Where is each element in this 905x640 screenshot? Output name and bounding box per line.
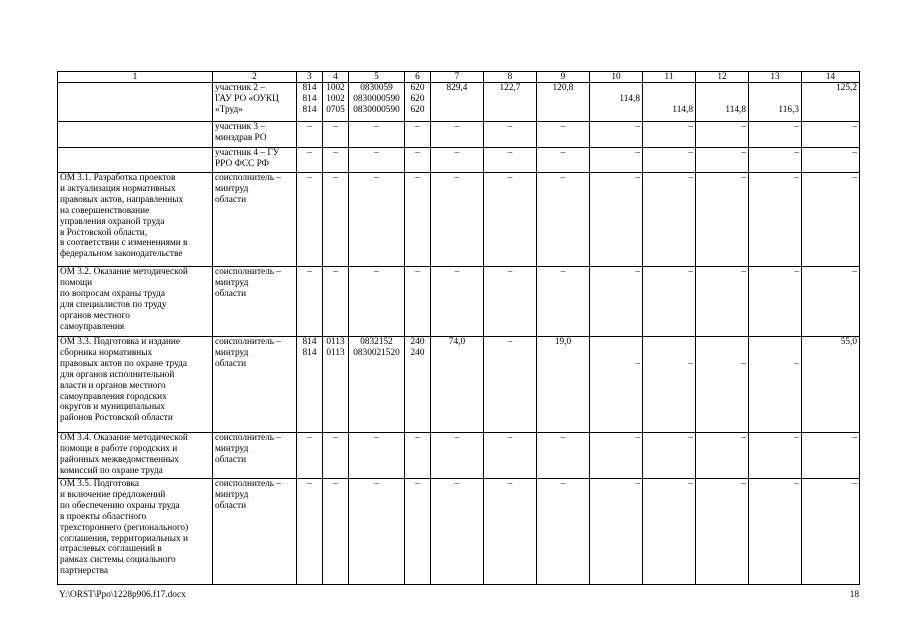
table-cell-col-14: – (802, 433, 860, 479)
table-cell-col-12: 114,8 (696, 83, 749, 122)
table-cell-col-11: – (643, 479, 696, 585)
table-cell-col-5: – (349, 173, 405, 267)
table-cell-col-13: – (749, 337, 802, 433)
table-cell-col-12: – (696, 433, 749, 479)
table-cell-col-14: – (802, 122, 860, 148)
table-cell-col-9: 120,8 (537, 83, 590, 122)
table-cell-col-14: – (802, 173, 860, 267)
header-cell-13: 13 (749, 72, 802, 83)
table-cell-col-8: – (484, 267, 537, 337)
table-cell-col-8: 122,7 (484, 83, 537, 122)
table-row (58, 479, 860, 585)
table-cell-col-8: – (484, 148, 537, 173)
table-cell-col-2: соисполнитель – минтруд области (213, 337, 297, 433)
page-number: 18 (849, 590, 859, 600)
table-cell-col-1: ОМ 3.2. Оказание методической помощи по вопросам охраны труда для специалистов по труду органов местного самоуправления (58, 267, 213, 337)
table-cell-col-2: участник 2 – ГАУ РО «ОУКЦ «Труд» (213, 83, 297, 122)
table-cell-col-13: – (749, 433, 802, 479)
header-row (58, 72, 860, 83)
table-cell-col-13: – (749, 122, 802, 148)
table-cell-col-10: – (590, 337, 643, 433)
table-cell-col-1 (58, 148, 213, 173)
table-cell-col-1: ОМ 3.4. Оказание методической помощи в работе городских и районных межведомственных комиссий по охране труда (58, 433, 213, 479)
table-cell-col-6: 620 620 620 (405, 83, 431, 122)
table-cell-col-5: – (349, 122, 405, 148)
table-cell-col-8: – (484, 173, 537, 267)
table-cell-col-7: 829,4 (431, 83, 484, 122)
table-cell-col-7: – (431, 433, 484, 479)
header-cell-2: 2 (213, 72, 297, 83)
file-path: Y:\ORST\Ppo\1228p906.f17.docx (59, 590, 186, 600)
table-cell-col-6: – (405, 479, 431, 585)
budget-table (57, 71, 860, 585)
table-cell-col-3: – (297, 267, 323, 337)
header-cell-11: 11 (643, 72, 696, 83)
table-cell-col-2: соисполнитель – минтруд области (213, 479, 297, 585)
table-cell-col-7: 74,0 (431, 337, 484, 433)
table-cell-col-9: – (537, 267, 590, 337)
table-cell-col-3: 814 814 (297, 337, 323, 433)
table-cell-col-2: участник 4 – ГУ РРО ФСС РФ (213, 148, 297, 173)
table-cell-col-4: 0113 0113 (323, 337, 349, 433)
table-cell-col-10: – (590, 479, 643, 585)
table-row (58, 267, 860, 337)
table-cell-col-12: – (696, 122, 749, 148)
table-cell-col-3: – (297, 433, 323, 479)
table-cell-col-11: – (643, 337, 696, 433)
table-cell-col-1: ОМ 3.3. Подготовка и издание сборника нормативных правовых актов по охране труда для органов исполнительной власти и органов местного самоуправления городских округов и муниципальных районов Ростовской области (58, 337, 213, 433)
table-cell-col-6: – (405, 148, 431, 173)
table-cell-col-14: – (802, 148, 860, 173)
table-cell-col-12: – (696, 148, 749, 173)
header-cell-4: 4 (323, 72, 349, 83)
table-cell-col-8: – (484, 433, 537, 479)
table-cell-col-1: ОМ 3.5. Подготовка и включение предложений по обеспечению охраны труда в проекты областного трехстороннего (регионального) соглашения, территориальных и отраслевых соглашений в рамках системы социального партнерства (58, 479, 213, 585)
table-cell-col-9: 19,0 (537, 337, 590, 433)
table-row (58, 122, 860, 148)
table-cell-col-5: 0830059 0830000590 0830000590 (349, 83, 405, 122)
table-cell-col-14: 125,2 (802, 83, 860, 122)
header-cell-7: 7 (431, 72, 484, 83)
table-cell-col-9: – (537, 479, 590, 585)
table-cell-col-7: – (431, 267, 484, 337)
table-cell-col-11: – (643, 433, 696, 479)
table-cell-col-1: ОМ 3.1. Разработка проектов и актуализация нормативных правовых актов, направленных на совершенствование управления охраной труда в Ростовской области, в соответствии с изменениями в федеральном законодательстве (58, 173, 213, 267)
table-cell-col-2: соисполнитель – минтруд области (213, 267, 297, 337)
table-cell-col-13: – (749, 267, 802, 337)
table-cell-col-9: – (537, 122, 590, 148)
table-cell-col-3: – (297, 173, 323, 267)
table-cell-col-3: – (297, 122, 323, 148)
table-row (58, 337, 860, 433)
table-row (58, 433, 860, 479)
table-cell-col-7: – (431, 122, 484, 148)
header-cell-9: 9 (537, 72, 590, 83)
table-cell-col-1 (58, 122, 213, 148)
table-cell-col-5: – (349, 267, 405, 337)
table-cell-col-11: – (643, 122, 696, 148)
header-cell-6: 6 (405, 72, 431, 83)
table-cell-col-13: 116,3 (749, 83, 802, 122)
table-cell-col-7: – (431, 173, 484, 267)
table-cell-col-13: – (749, 173, 802, 267)
table-cell-col-4: – (323, 433, 349, 479)
table-body (58, 72, 860, 585)
table-cell-col-9: – (537, 433, 590, 479)
table-cell-col-10: 114,8 (590, 83, 643, 122)
table-cell-col-12: – (696, 267, 749, 337)
header-cell-10: 10 (590, 72, 643, 83)
table-cell-col-12: – (696, 173, 749, 267)
header-cell-14: 14 (802, 72, 860, 83)
table-cell-col-10: – (590, 148, 643, 173)
header-cell-5: 5 (349, 72, 405, 83)
table-cell-col-4: 1002 1002 0705 (323, 83, 349, 122)
table-cell-col-9: – (537, 173, 590, 267)
table-cell-col-11: – (643, 148, 696, 173)
table-cell-col-6: – (405, 267, 431, 337)
table-cell-col-10: – (590, 122, 643, 148)
table-cell-col-5: – (349, 433, 405, 479)
table-cell-col-4: – (323, 173, 349, 267)
table-cell-col-7: – (431, 479, 484, 585)
table-cell-col-8: – (484, 337, 537, 433)
table-cell-col-4: – (323, 148, 349, 173)
table-cell-col-11: – (643, 173, 696, 267)
header-cell-1: 1 (58, 72, 213, 83)
table-cell-col-6: – (405, 122, 431, 148)
header-cell-3: 3 (297, 72, 323, 83)
table-cell-col-5: 0832152 0830021520 (349, 337, 405, 433)
table-cell-col-6: – (405, 433, 431, 479)
table-cell-col-10: – (590, 433, 643, 479)
table-row (58, 173, 860, 267)
table-row (58, 83, 860, 122)
table-cell-col-7: – (431, 148, 484, 173)
table-cell-col-13: – (749, 479, 802, 585)
table-cell-col-13: – (749, 148, 802, 173)
table-cell-col-14: – (802, 267, 860, 337)
header-cell-12: 12 (696, 72, 749, 83)
table-cell-col-1 (58, 83, 213, 122)
table-cell-col-14: 55,0 (802, 337, 860, 433)
table-cell-col-5: – (349, 479, 405, 585)
table-cell-col-6: 240 240 (405, 337, 431, 433)
table-cell-col-14: – (802, 479, 860, 585)
table-cell-col-12: – (696, 337, 749, 433)
table-cell-col-4: – (323, 267, 349, 337)
table-cell-col-11: – (643, 267, 696, 337)
table-cell-col-4: – (323, 479, 349, 585)
table-cell-col-10: – (590, 173, 643, 267)
table-cell-col-4: – (323, 122, 349, 148)
table-cell-col-12: – (696, 479, 749, 585)
table-cell-col-8: – (484, 122, 537, 148)
table-cell-col-8: – (484, 479, 537, 585)
table-cell-col-10: – (590, 267, 643, 337)
table-cell-col-3: – (297, 148, 323, 173)
header-cell-8: 8 (484, 72, 537, 83)
table-cell-col-2: соисполнитель – минтруд области (213, 433, 297, 479)
table-cell-col-3: – (297, 479, 323, 585)
table-cell-col-3: 814 814 814 (297, 83, 323, 122)
table-cell-col-5: – (349, 148, 405, 173)
table-cell-col-2: соисполнитель – минтруд области (213, 173, 297, 267)
table-cell-col-2: участник 3 – минздрав РО (213, 122, 297, 148)
table-cell-col-6: – (405, 173, 431, 267)
table-cell-col-9: – (537, 148, 590, 173)
table-row (58, 148, 860, 173)
table-cell-col-11: 114,8 (643, 83, 696, 122)
